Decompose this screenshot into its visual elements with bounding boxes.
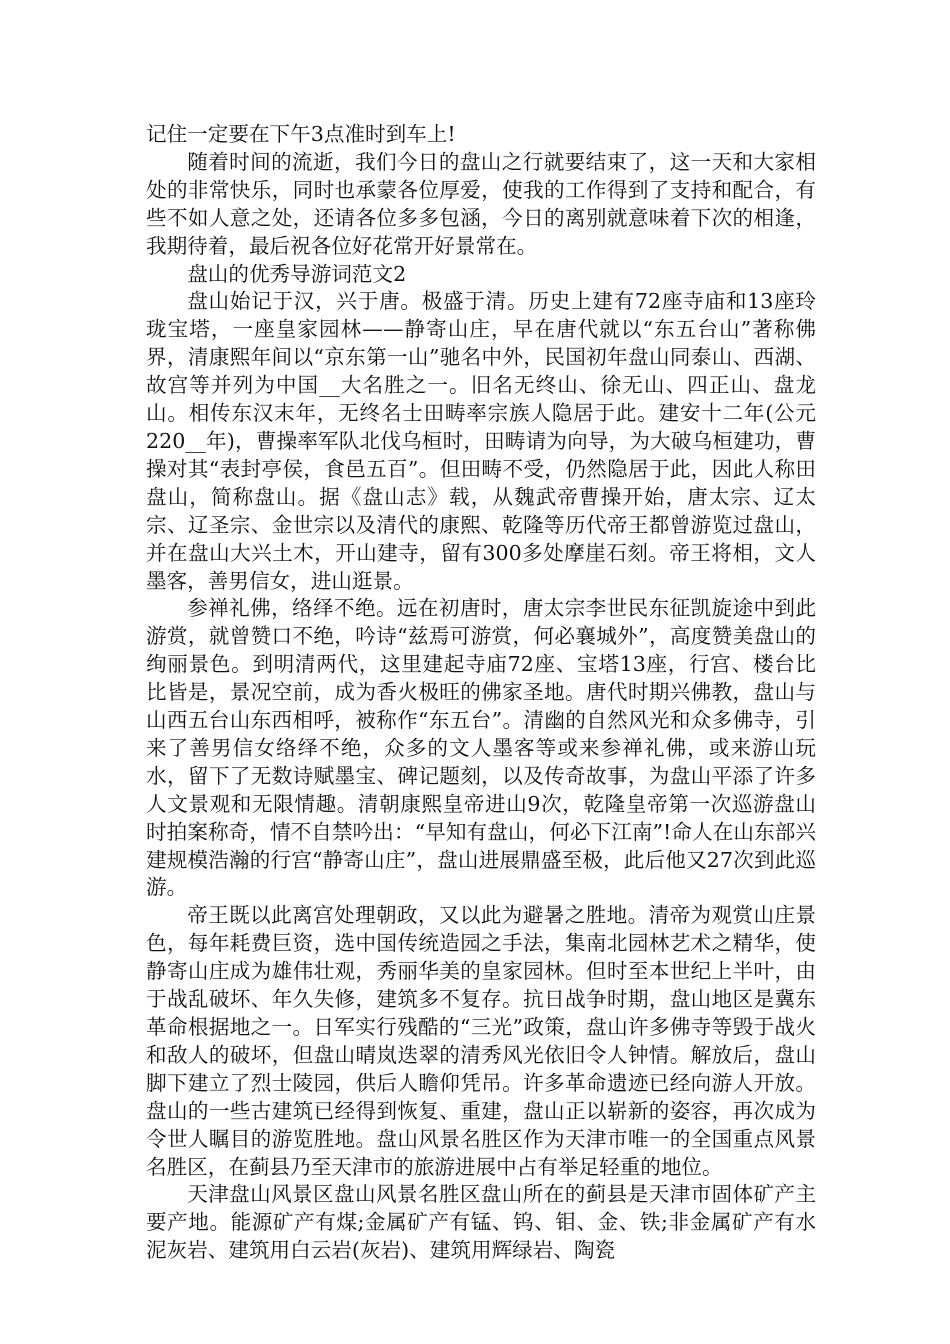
paragraph-5: 帝王既以此离宫处理朝政，又以此为避暑之胜地。清帝为观赏山庄景色，每年耗费巨资，选中国传统造园之手法，集南北园林艺术之精华，使静寄山庄成为雄伟壮观，秀丽华美的皇家园林。但时至本世纪上半叶，由于战乱破坏、年久失修，建筑多不复存。抗日战争时期，盘山地区是冀东革命根据地之一。日军实行残酷的“三光”政策，盘山许多佛寺等毁于战火和敌人的破坏，但盘山晴岚迭翠的清秀风光依旧令人钟情。解放后，盘山脚下建立了烈士陵园，供后人瞻仰凭吊。许多革命遗迹已经向游人开放。盘山的一些古建筑已经得到恢复、重建，盘山正以崭新的姿容，再次成为令世人瞩目的游览胜地。盘山风景名胜区作为天津市唯一的全国重点风景名胜区，在蓟县乃至天津市的旅游进展中占有举足轻重的地位。 [146, 903, 816, 1179]
paragraph-2: 随着时间的流逝，我们今日的盘山之行就要结束了，这一天和大家相处的非常快乐，同时也承蒙各位厚爱，使我的工作得到了支持和配合，有些不如人意之处，还请各位多多包涵，今日的离别就意味着下次的相逢，我期待着，最后祝各位好花常开好景常在。 [146, 149, 816, 258]
section-heading: 盘山的优秀导游词范文2 [187, 261, 407, 286]
paragraph-4: 参禅礼佛，络绎不绝。远在初唐时，唐太宗李世民东征凯旋途中到此游赏，就曾赞口不绝，吟诗“兹焉可游赏，何必襄城外”，高度赞美盘山的绚丽景色。到明清两代，这里建起寺庙72座、宝塔13座，行宫、楼台比比皆是，景况空前，成为香火极旺的佛家圣地。唐代时期兴佛教，盘山与山西五台山东西相呼，被称作“东五台”。清幽的自然风光和众多佛寺，引来了善男信女络绎不绝，众多的文人墨客等或来参禅礼佛，或来游山玩水，留下了无数诗赋墨宝、碑记题刻，以及传奇故事，为盘山平添了许多人文景观和无限情趣。清朝康熙皇帝进山9次，乾隆皇帝第一次巡游盘山时拍案称奇，情不自禁吟出：“早知有盘山，何必下江南”!命人在山东部兴建规模浩瀚的行宫“静寄山庄”，盘山进展鼎盛至极，此后他又27次到此巡游。 [146, 596, 816, 900]
paragraph-1: 记住一定要在下午3点准时到车上! [146, 122, 456, 146]
paragraph-6: 天津盘山风景区盘山风景名胜区盘山所在的蓟县是天津市固体矿产主要产地。能源矿产有煤;金属矿产有锰、钨、钼、金、铁;非金属矿产有水泥灰岩、建筑用白云岩(灰岩)、建筑用辉绿岩、陶瓷 [146, 1182, 816, 1263]
document-body [146, 121, 816, 1265]
paragraph-3: 盘山始记于汉，兴于唐。极盛于清。历史上建有72座寺庙和13座玲珑宝塔，一座皇家园林——静寄山庄，早在唐代就以“东五台山”著称佛界，清康熙年间以“京东第一山”驰名中外，民国初年盘山同泰山、西湖、故宫等并列为中国__大名胜之一。旧名无终山、徐无山、四正山、盘龙山。相传东汉末年，无终名士田畴率宗族人隐居于此。建安十二年(公元220__年)，曹操率军队北伐乌桓时，田畴请为向导，为大破乌桓建功，曹操对其“表封亭侯，食邑五百”。但田畴不受，仍然隐居于此，因此人称田盘山，简称盘山。据《盘山志》载，从魏武帝曹操开始，唐太宗、辽太宗、辽圣宗、金世宗以及清代的康熙、乾隆等历代帝王都曾游览过盘山，并在盘山大兴土木，开山建寺，留有300多处摩崖石刻。帝王将相，文人墨客，善男信女，进山逛景。 [146, 289, 816, 593]
